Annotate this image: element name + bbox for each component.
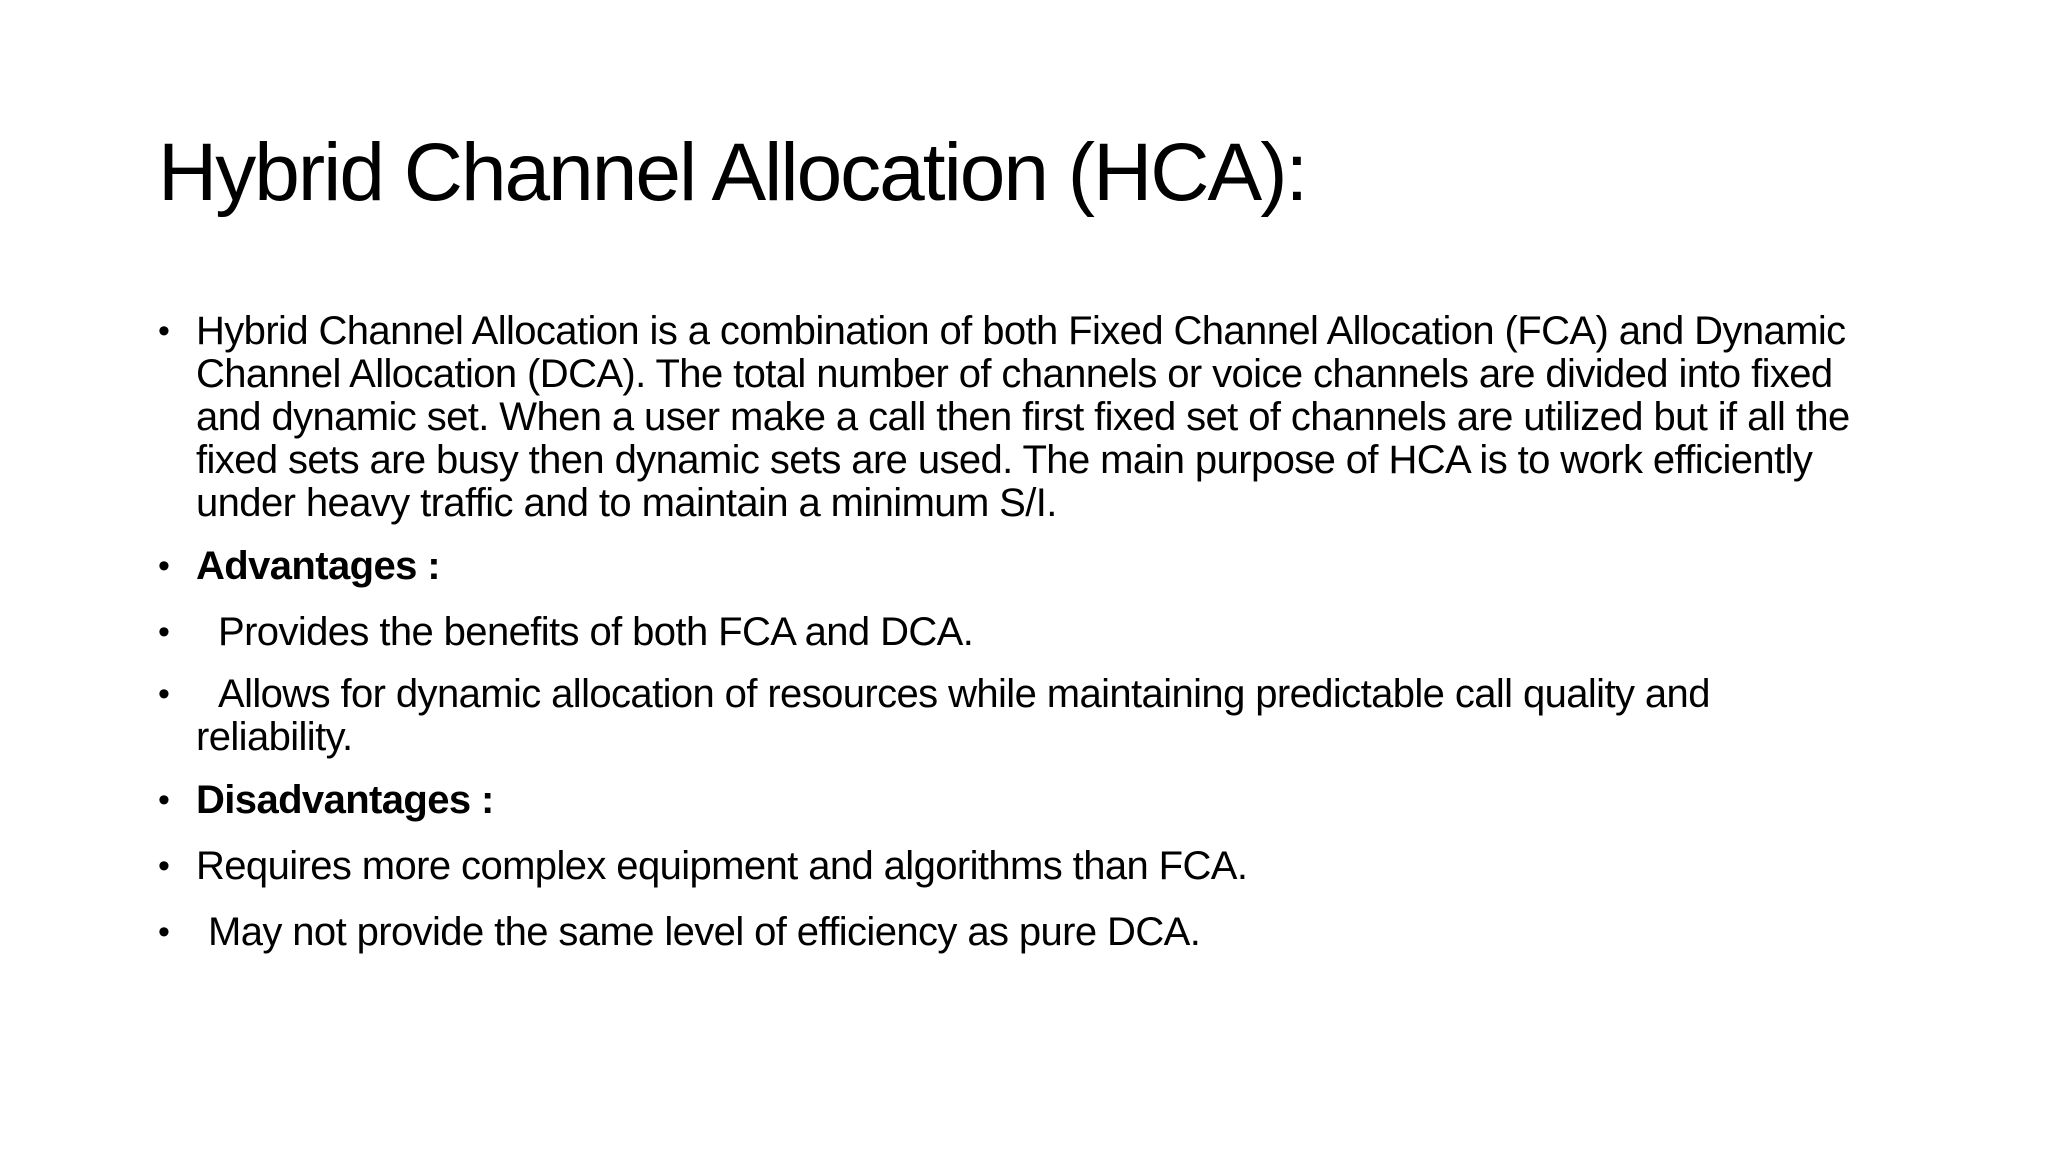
bullet-icon: • <box>158 913 170 951</box>
bullet-item-advantages-heading <box>158 541 1858 591</box>
bullet-text: May not provide the same level of efficiency as pure DCA. <box>208 910 1201 954</box>
disadvantages-heading: Disadvantages : <box>196 778 494 822</box>
bullet-text-content: Allows for dynamic allocation of resources while maintaining predictable call quality and reliability. <box>196 672 1710 759</box>
bullet-icon: • <box>158 675 170 713</box>
bullet-list <box>158 310 1858 973</box>
bullet-icon: • <box>158 312 170 350</box>
bullet-icon: • <box>158 613 170 651</box>
bullet-item-disadvantages-heading <box>158 775 1858 825</box>
bullet-text: Requires more complex equipment and algorithms than FCA. <box>196 844 1248 888</box>
bullet-icon: • <box>158 781 170 819</box>
bullet-item-disadvantage-1 <box>158 841 1858 891</box>
bullet-item-hca-description <box>158 310 1858 525</box>
bullet-text: Hybrid Channel Allocation is a combination of both Fixed Channel Allocation (FCA) and Dynamic Channel Allocation (DCA). The total number of channels or voice channels are divided into fixed and dynamic set. When a user make a call then first fixed set of channels are utilized but if all the fixed sets are busy then dynamic sets are used. The main purpose of HCA is to work efficiently under heavy traffic and to maintain a minimum S/I. <box>196 309 1850 525</box>
bullet-text: Provides the benefits of both FCA and DCA. <box>218 610 974 654</box>
bullet-item-advantage-1 <box>158 607 1858 657</box>
bullet-icon: • <box>158 847 170 885</box>
slide-title: Hybrid Channel Allocation (HCA): <box>158 127 1307 218</box>
advantages-heading: Advantages : <box>196 544 440 588</box>
bullet-item-disadvantage-2 <box>158 907 1858 957</box>
bullet-item-advantage-2 <box>158 673 1858 759</box>
bullet-icon: • <box>158 547 170 585</box>
bullet-text <box>196 673 1858 759</box>
